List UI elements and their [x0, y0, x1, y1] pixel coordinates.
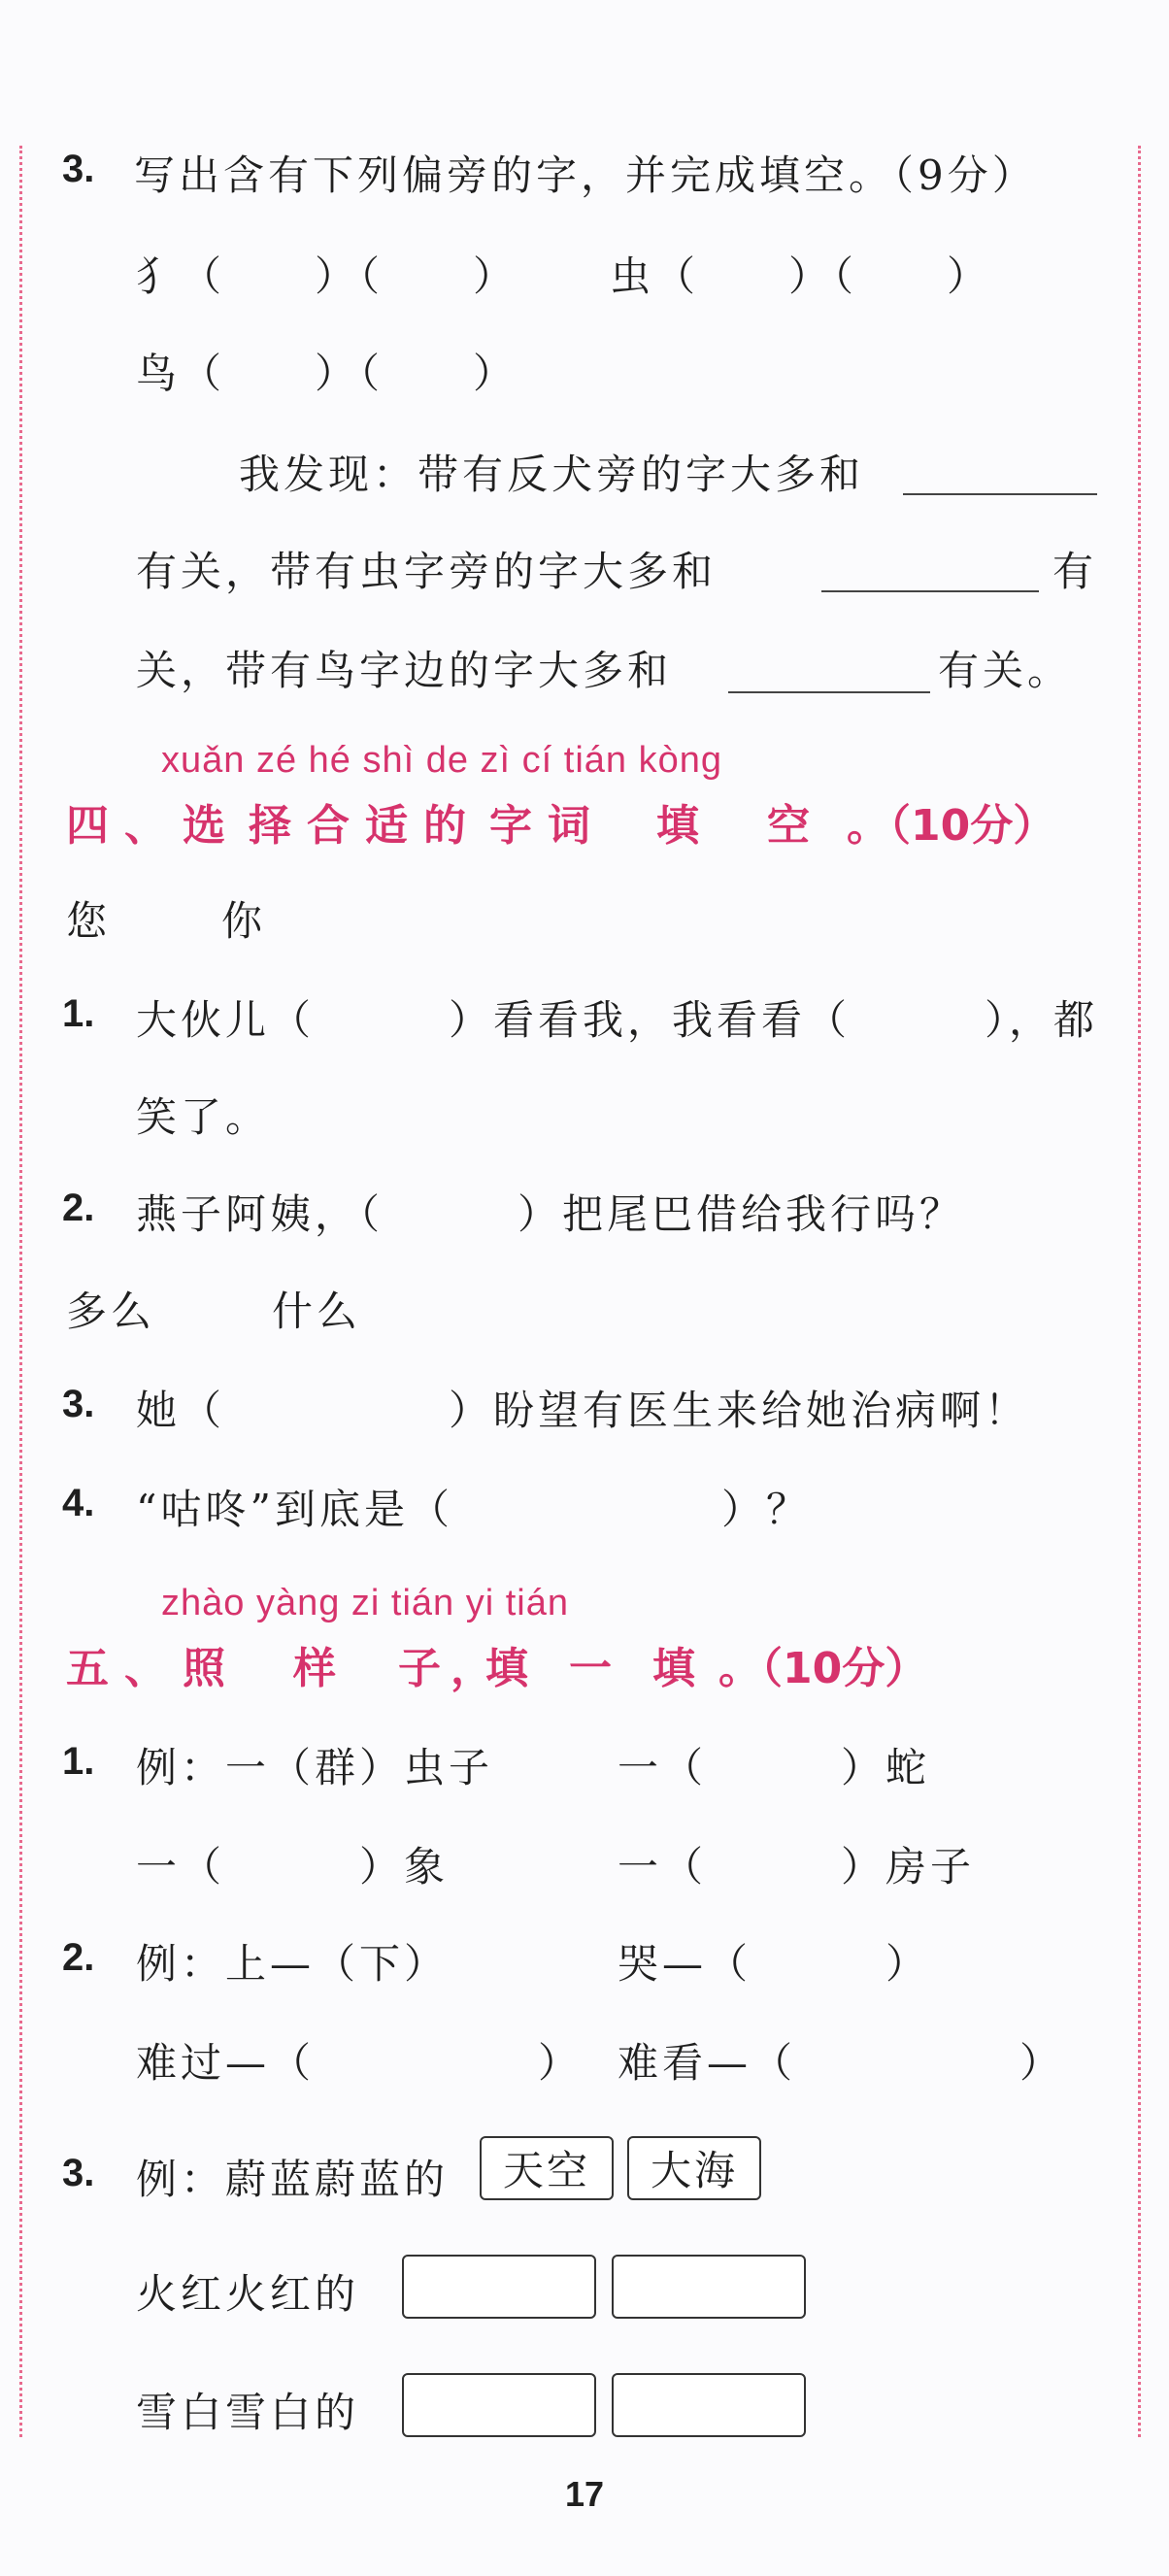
section5-heading-char: 填: [652, 1644, 695, 1693]
q3-discover-line2a: 有关，带有虫字旁的字大多和: [136, 548, 718, 595]
s5-answer-box[interactable]: [612, 2255, 806, 2319]
q3-discover-line3a: 关，带有鸟字边的字大多和: [136, 647, 673, 694]
s5-item2-example: 例：上—（下）: [136, 1940, 450, 1988]
section5-heading-char: 子: [398, 1644, 441, 1693]
section4-heading: [0, 790, 1169, 849]
section5-heading-char: ，: [451, 1644, 493, 1693]
s5-item1-number: 1.: [62, 1740, 95, 1783]
q3-radical-quanzi-parens: （ ）（ ）: [181, 252, 518, 300]
s5-item3-row3-label: 雪白雪白的: [136, 2389, 360, 2436]
q3-radical-chong: 虫: [610, 252, 655, 300]
s5-item2-c: 难过—（ ）: [136, 2039, 584, 2087]
s4-item2-number: 2.: [62, 1187, 95, 1229]
s5-answer-box[interactable]: [402, 2373, 596, 2437]
s4-item3-number: 3.: [62, 1383, 95, 1425]
q3-number: 3.: [62, 148, 95, 190]
section4-word-option: 你: [221, 897, 267, 945]
section5-heading-char: 照: [183, 1644, 225, 1693]
section5-heading: [0, 1633, 1169, 1691]
q3-discover-line2b: 有: [1052, 548, 1098, 595]
section4-heading-char: 适: [365, 801, 408, 851]
s4-item4-text: “咕咚”到底是（ ）？: [136, 1486, 811, 1533]
s4-item1-line1: 大伙儿（ ）看看我，我看看（ ），都: [136, 996, 1099, 1044]
section4-heading-score: 。（10分）: [847, 801, 1056, 851]
s4-item3-text: 她（ ）盼望有医生来给她治病啊！: [136, 1387, 1030, 1434]
s4-item2-text: 燕子阿姨，（ ）把尾巴借给我行吗？: [136, 1190, 965, 1238]
section5-heading-score: 。（10分）: [718, 1644, 928, 1693]
q3-instruction: 写出含有下列偏旁的字，并完成填空。（9分）: [134, 151, 1037, 199]
section4-heading-char: 空: [767, 801, 810, 851]
s5-item1-b: 一（ ）蛇: [618, 1744, 931, 1791]
q3-radical-niao: 鸟: [136, 350, 182, 397]
s4-item4-number: 4.: [62, 1482, 95, 1524]
s5-answer-box[interactable]: [402, 2255, 596, 2319]
section5-heading-char: 五: [66, 1644, 109, 1693]
s4-item1-number: 1.: [62, 992, 95, 1035]
section4-word-option: 您: [66, 897, 112, 945]
section5-pinyin: zhào yàng zi tián yi tián: [161, 1583, 570, 1623]
s5-item3-number: 3.: [62, 2152, 95, 2194]
page-number: 17: [564, 2474, 605, 2514]
q3-discover-line3b: 有关。: [938, 647, 1073, 694]
section5-heading-char: 样: [293, 1644, 336, 1693]
s5-item3-row2-label: 火红火红的: [136, 2270, 360, 2318]
section5-heading-char: 填: [485, 1644, 528, 1693]
section4-heading-char: 合: [307, 801, 350, 851]
section4-heading-char: 四: [66, 801, 109, 851]
section4-heading-char: 填: [656, 801, 699, 851]
s5-item1-c: 一（ ）象: [136, 1843, 450, 1890]
q3-radical-chong-parens: （ ）（ ）: [654, 252, 992, 300]
section4-heading-char: 的: [423, 801, 466, 851]
section4-word-option: 什么: [272, 1288, 362, 1335]
q3-radical-quanzi: 犭: [136, 252, 182, 300]
q3-radical-niao-parens: （ ）（ ）: [181, 350, 518, 397]
section4-heading-char: 选: [183, 801, 225, 851]
section4-word-option: 多么: [66, 1288, 156, 1335]
section4-heading-char: 词: [548, 801, 590, 851]
q3-blank-2[interactable]: [821, 590, 1039, 592]
s5-item2-d: 难看—（ ）: [618, 2039, 1065, 2087]
s5-item3-example: 例：蔚蓝蔚蓝的: [136, 2156, 450, 2203]
s4-item1-line2: 笑了。: [136, 1093, 271, 1141]
section5-heading-char: 一: [569, 1644, 612, 1693]
s5-item2-number: 2.: [62, 1936, 95, 1979]
q3-discover-line1: 我发现：带有反犬旁的字大多和: [239, 451, 865, 498]
section4-heading-char: 、: [124, 801, 167, 851]
right-margin-dotted-line: [1138, 146, 1141, 2437]
q3-blank-1[interactable]: [903, 493, 1097, 495]
section5-heading-char: 、: [124, 1644, 167, 1693]
section4-heading-char: 择: [249, 801, 291, 851]
s5-example-box-1-text: 天空: [502, 2147, 590, 2194]
left-margin-dotted-line: [19, 146, 22, 2437]
s5-item2-b: 哭—（ ）: [618, 1940, 931, 1988]
section4-heading-char: 字: [489, 801, 532, 851]
s5-example-box-2-text: 大海: [650, 2147, 738, 2194]
section4-pinyin: xuǎn zé hé shì de zì cí tián kòng: [161, 740, 723, 781]
s5-item1-example: 例：一（群）虫子: [136, 1744, 494, 1791]
q3-blank-3[interactable]: [728, 691, 930, 693]
s5-item1-d: 一（ ）房子: [618, 1843, 976, 1890]
s5-answer-box[interactable]: [612, 2373, 806, 2437]
